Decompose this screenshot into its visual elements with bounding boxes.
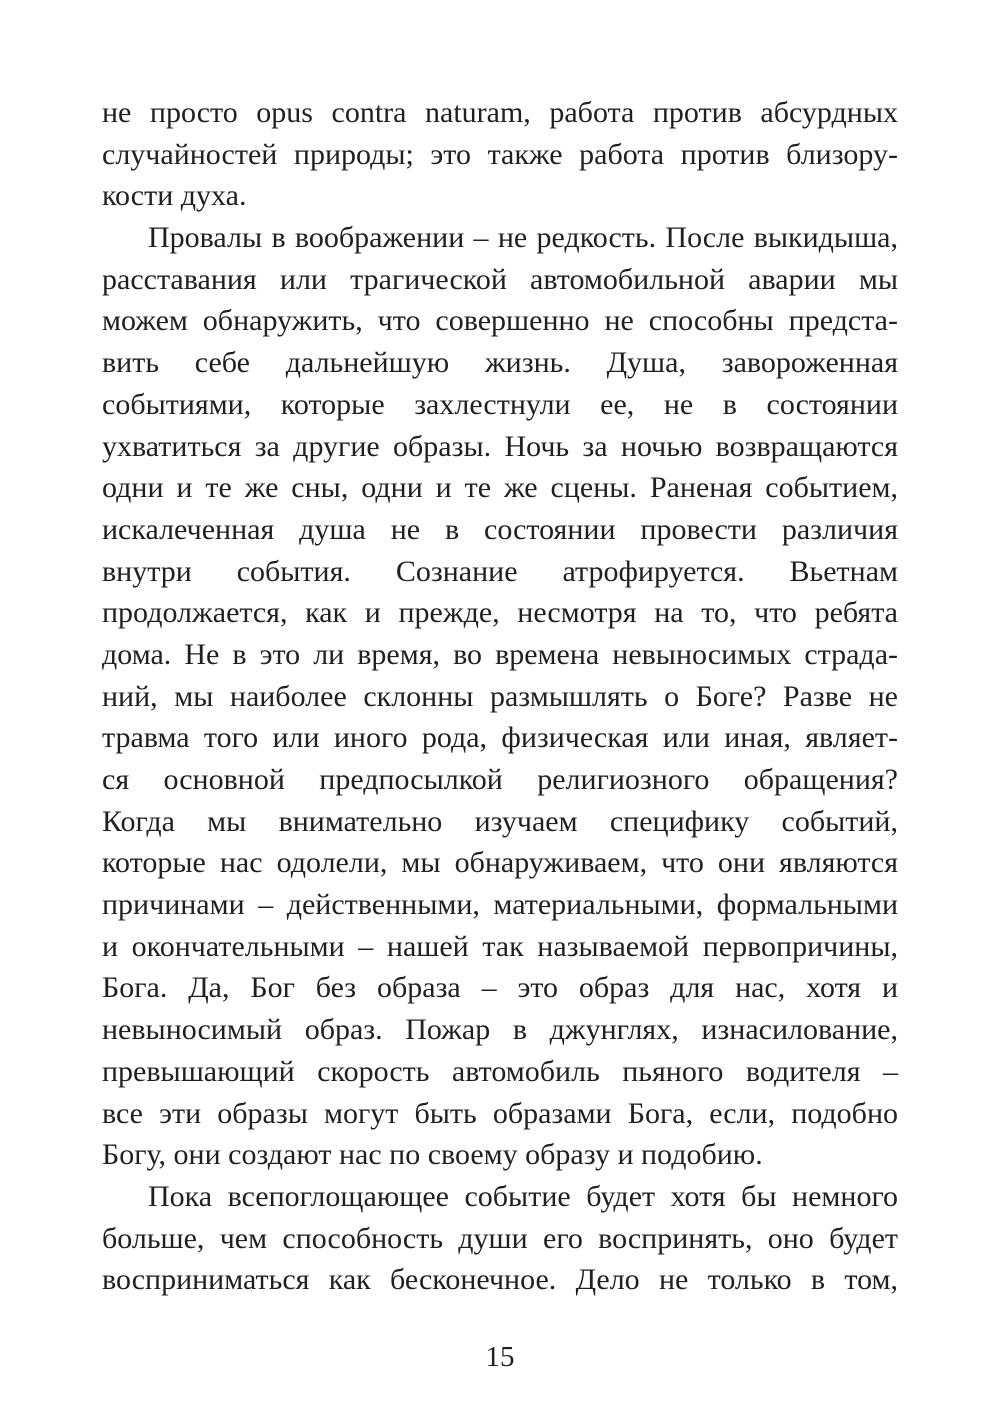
- paragraph-1: [102, 92, 898, 217]
- text-line: можем обнаружить, что совершенно не способны предста-: [102, 304, 898, 338]
- text-line: травма того или иного рода, физическая или иная, являет-: [102, 721, 898, 755]
- page-body: [102, 92, 898, 1301]
- text-line: больше, чем способность души его воспринять, оно будет: [102, 1221, 898, 1255]
- text-line: причинами – действенными, материальными, формальными: [102, 888, 898, 922]
- text-line: дома. Не в это ли время, во времена невыносимых страда-: [102, 637, 898, 671]
- text-line: вить себе дальнейшую жизнь. Душа, завороженная: [102, 346, 898, 380]
- text-line: Когда мы внимательно изучаем специфику событий,: [102, 804, 898, 838]
- text-line: ухватиться за другие образы. Ночь за ночью возвращаются: [102, 429, 898, 463]
- text-line: Богу, они создают нас по своему образу и подобию.: [102, 1138, 763, 1172]
- text-line: внутри события. Сознание атрофируется. Вьетнам: [102, 554, 898, 588]
- text-line: одни и те же сны, одни и те же сцены. Раненая событием,: [102, 471, 898, 505]
- text-line: которые нас одолели, мы обнаруживаем, что они являются: [102, 846, 898, 880]
- text-line: ся основной предпосылкой религиозного обращения?: [102, 763, 898, 796]
- text-line: восприниматься как бесконечное. Дело не только в том,: [102, 1263, 898, 1297]
- text-line: все эти образы могут быть образами Бога, если, подобно: [102, 1096, 898, 1130]
- text-line: невыносимый образ. Пожар в джунглях, изнасилование,: [102, 1013, 898, 1047]
- paragraph-3: [102, 1176, 898, 1301]
- text-line: кости духа.: [102, 179, 247, 213]
- text-line: событиями, которые захлестнули ее, не в состоянии: [102, 387, 898, 421]
- text-line: не просто opus contra naturam, работа против абсурдных: [102, 96, 898, 129]
- text-line: ний, мы наиболее склонны размышлять о Боге? Разве не: [102, 679, 898, 713]
- text-line: продолжается, как и прежде, несмотря на то, что ребята: [102, 596, 898, 630]
- page-number: 15: [485, 1341, 515, 1373]
- text-line: расставания или трагической автомобильной аварии мы: [102, 262, 898, 296]
- text-line: Бога. Да, Бог без образа – это образ для нас, хотя и: [102, 971, 898, 1005]
- paragraph-2: [102, 217, 898, 1176]
- text-line: Пока всепоглощающее событие будет хотя бы немного: [148, 1179, 898, 1213]
- text-line: и окончательными – нашей так называемой первопричины,: [102, 929, 898, 963]
- text-line: Провалы в воображении – не редкость. После выкидыша,: [148, 221, 898, 255]
- text-line: случайностей природы; это также работа против близору-: [102, 137, 898, 171]
- text-line: искалеченная душа не в состоянии провести различия: [102, 512, 898, 546]
- text-line: превышающий скорость автомобиль пьяного водителя –: [102, 1054, 898, 1088]
